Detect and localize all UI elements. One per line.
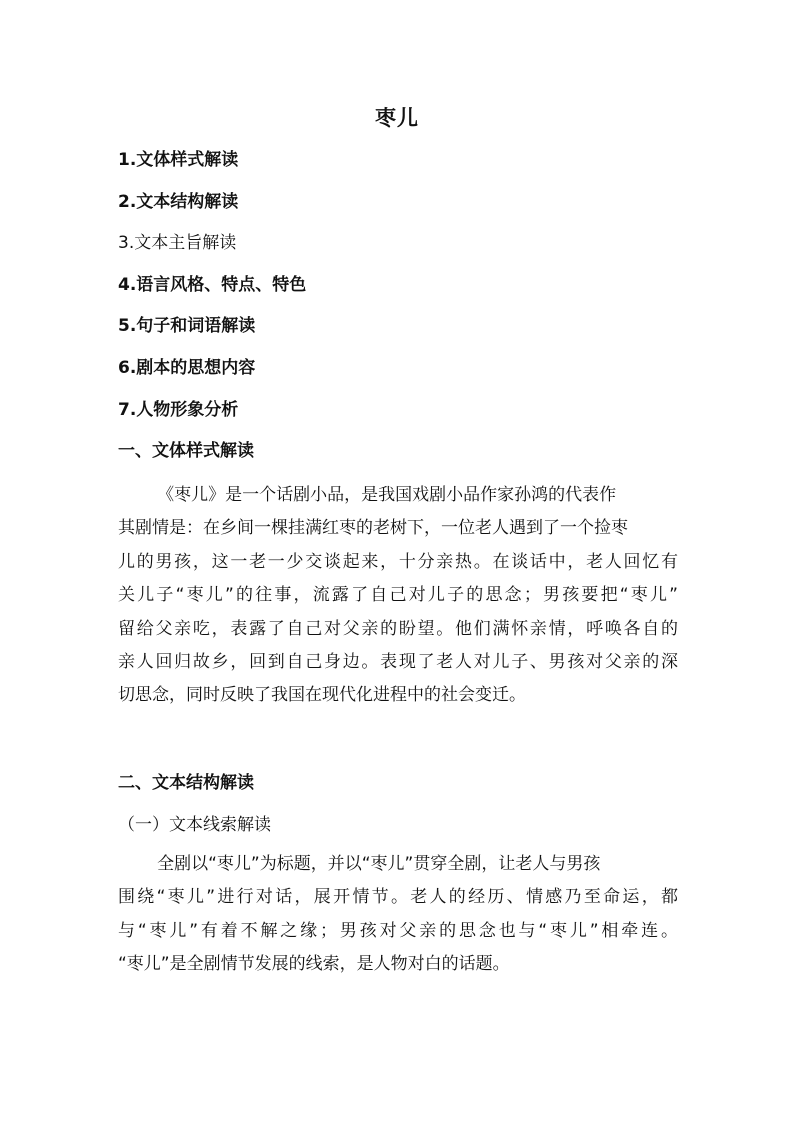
toc-item: 3.文本主旨解读 — [118, 233, 237, 254]
paragraph-line: “枣儿”是全剧情节发展的线索，是人物对白的话题。 — [118, 954, 510, 975]
subsection-heading: （一）文本线索解读 — [118, 815, 271, 835]
paragraph-line: 《枣儿》是一个话剧小品，是我国戏剧小品作家孙鸿的代表作 — [157, 485, 617, 505]
paragraph-line: 关儿子“枣儿”的往事，流露了自己对儿子的思念；男孩要把“枣儿” — [118, 585, 678, 606]
toc-item: 6.剧本的思想内容 — [118, 357, 256, 378]
toc-item: 2.文本结构解读 — [118, 191, 239, 212]
paragraph-line: 全剧以“枣儿”为标题，并以“枣儿”贯穿全剧，让老人与男孩 — [157, 854, 601, 874]
toc-item: 1.文体样式解读 — [118, 150, 239, 170]
paragraph-line: 亲人回归故乡，回到自己身边。表现了老人对儿子、男孩对父亲的深 — [118, 652, 678, 673]
paragraph-line: 围绕“枣儿”进行对话，展开情节。老人的经历、情感乃至命运，都 — [118, 887, 678, 908]
section-heading: 二、文本结构解读 — [118, 773, 254, 793]
table-of-contents — [118, 145, 678, 436]
section-paragraph — [118, 848, 678, 982]
toc-item: 7.人物形象分析 — [118, 399, 239, 420]
toc-item: 5.句子和词语解读 — [118, 316, 256, 337]
paragraph-line: 切思念，同时反映了我国在现代化进程中的社会变迁。 — [118, 685, 526, 706]
toc-item: 4.语言风格、特点、特色 — [118, 274, 307, 295]
section-heading: 一、文体样式解读 — [118, 441, 254, 461]
paragraph-line: 与“枣儿”有着不解之缘；男孩对父亲的思念也与“枣儿”相牵连。 — [118, 920, 678, 941]
section-paragraph — [118, 479, 678, 713]
paragraph-line: 儿的男孩，这一老一少交谈起来，十分亲热。在谈话中，老人回忆有 — [118, 551, 678, 572]
document-title: 枣儿 — [375, 106, 419, 130]
paragraph-line: 留给父亲吃，表露了自己对父亲的盼望。他们满怀亲情，呼唤各自的 — [118, 618, 678, 639]
paragraph-line: 其剧情是：在乡间一棵挂满红枣的老树下，一位老人遇到了一个捡枣 — [118, 518, 628, 539]
